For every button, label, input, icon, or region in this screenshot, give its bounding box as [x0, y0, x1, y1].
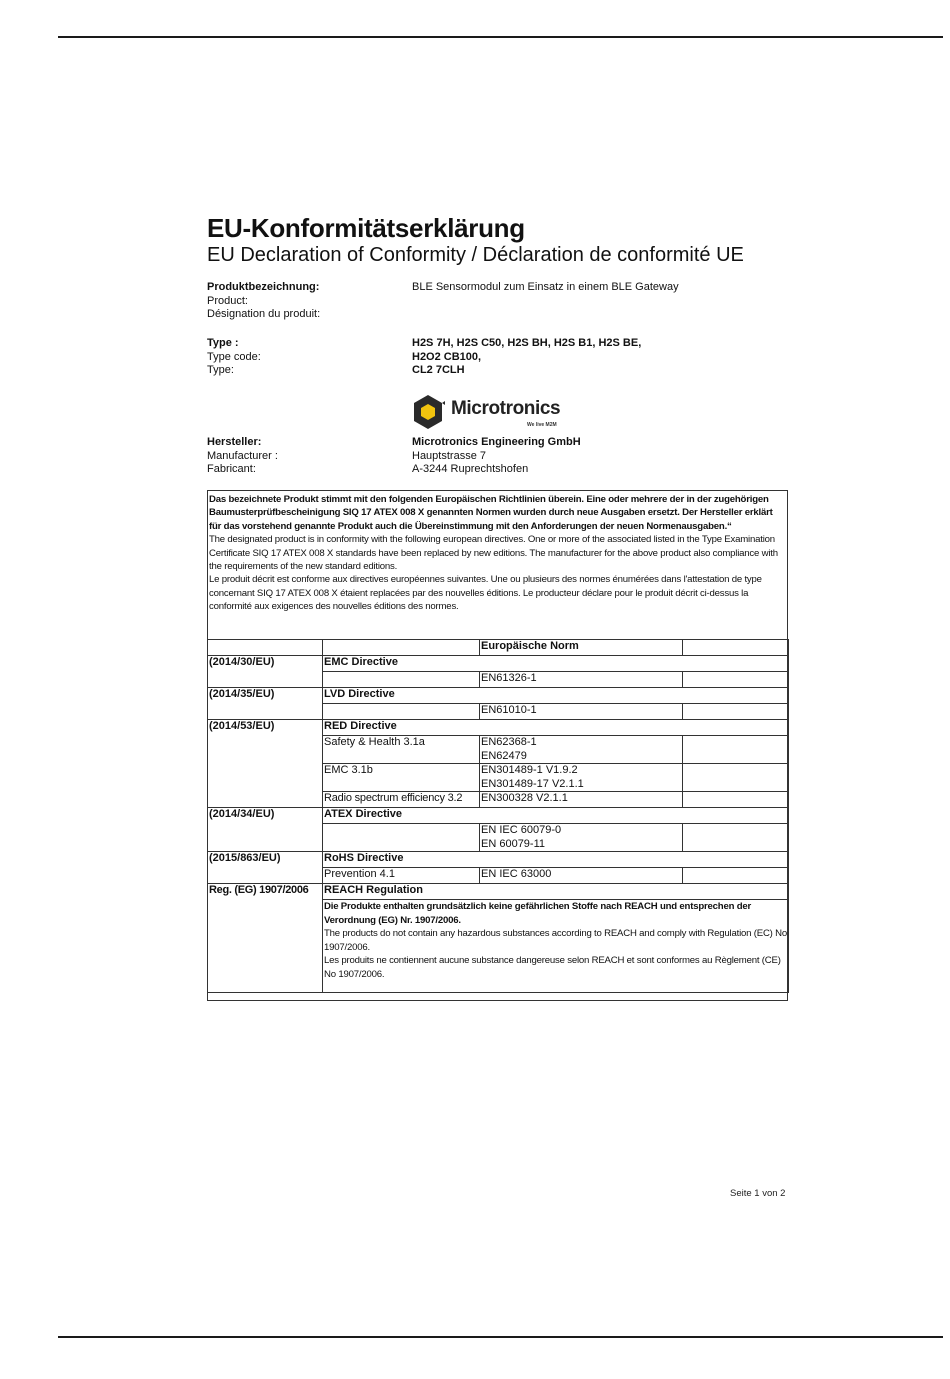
norm-line: EN 60079-11 [481, 837, 546, 850]
directive-ref: (2015/863/EU) [208, 852, 323, 868]
logo-tagline: We live M2M [527, 422, 557, 428]
manufacturer-name: Microtronics Engineering GmbH [412, 436, 581, 448]
type-label-en: Type code: [207, 350, 261, 363]
norm-cell: EN IEC 63000 [480, 868, 683, 884]
directive-ref: (2014/34/EU) [208, 808, 323, 824]
page-subtitle: EU Declaration of Conformity / Déclaration de conformité UE [207, 244, 744, 266]
statement-en: The designated product is in conformity with the following european directives. One or more of the associated listed in the Type Examination Certificate SIQ 17 ATEX 008 X standards have been replaced by new editions. The manufacturer for the above product also compliance with the requirements of the new standard editions. [209, 534, 778, 573]
norm-line: EN301489-1 V1.9.2 [481, 764, 578, 776]
directive-name: REACH Regulation [323, 884, 789, 900]
directive-ref: (2014/30/EU) [208, 656, 323, 672]
norm-line: EN IEC 60079-0 [481, 824, 562, 836]
sub-requirement: Prevention 4.1 [323, 868, 480, 884]
directive-name: RoHS Directive [323, 852, 789, 868]
header-norm: Europäische Norm [480, 640, 683, 656]
statement-de: Das bezeichnete Produkt stimmt mit den folgenden Europäischen Richtlinien überein. Eine oder mehrere der in der zugehörigen Baumusterprüfbescheinigung SIQ 17 ATEX 008 X genannten Normen wurden durch neue Ausgaben ersetzt. Der Hersteller erklärt für das vorstehend genannte Produkt auch die Übereinstimmung mit den Anforderungen der neuen Normenausgaben.“ [209, 494, 773, 532]
directive-name: ATEX Directive [323, 808, 789, 824]
manufacturer-city: A-3244 Ruprechtshofen [412, 463, 529, 475]
type-label-de: Type : [207, 337, 239, 349]
page-number: Seite 1 von 2 [730, 1188, 786, 1199]
table-row [208, 720, 789, 736]
directive-name: LVD Directive [323, 688, 789, 704]
table-row [208, 808, 789, 824]
top-rule [58, 36, 943, 38]
reach-fr: Les produits ne contiennent aucune substance dangereuse selon REACH et sont conformes au Règlement (CE) No 1907/2006. [324, 955, 781, 980]
table-row [208, 736, 789, 764]
table-row [208, 656, 789, 672]
page-title: EU-Konformitätserklärung [207, 213, 525, 243]
directive-ref: (2014/53/EU) [208, 720, 323, 736]
reach-en: The products do not contain any hazardous substances according to REACH and comply with Regulation (EC) No 1907/2006. [324, 928, 788, 953]
norm-cell: EN300328 V2.1.1 [480, 792, 683, 808]
table-row [208, 704, 789, 720]
norms-table [207, 639, 789, 993]
conformity-statement [209, 493, 787, 614]
type-value-line: CL2 7CLH [412, 364, 465, 376]
logo-wordmark: Microtronics [451, 398, 561, 419]
product-value: BLE Sensormodul zum Einsatz in einem BLE Gateway [412, 281, 679, 293]
norm-line: EN301489-17 V2.1.1 [481, 777, 584, 790]
hexagon-logo-icon [411, 394, 445, 430]
manufacturer-label-en: Manufacturer : [207, 449, 278, 462]
directive-name: EMC Directive [323, 656, 789, 672]
table-row [208, 884, 789, 900]
table-row [208, 824, 789, 852]
directive-ref: Reg. (EG) 1907/2006 [208, 884, 323, 900]
table-row [208, 852, 789, 868]
bottom-rule [58, 1336, 943, 1338]
directive-ref: (2014/35/EU) [208, 688, 323, 704]
manufacturer-label-fr: Fabricant: [207, 463, 256, 475]
table-row [208, 688, 789, 704]
manufacturer-label-de: Hersteller: [207, 436, 262, 448]
sub-requirement: EMC 3.1b [323, 764, 480, 792]
type-value-line: H2O2 CB100, [412, 350, 482, 363]
statement-fr: Le produit décrit est conforme aux directives européennes suivantes. Une ou plusieurs des normes énumérées dans l'attestation de type concernant SIQ 17 ATEX 008 X étaient replacées par des nouvelles éditions. Le producteur déclare pour le produit décrit ci-dessus la conformité aux exigences des nouvelles éditions des normes. [209, 574, 762, 613]
product-label-en: Product: [207, 294, 248, 307]
type-value-line: H2S 7H, H2S C50, H2S BH, H2S B1, H2S BE, [412, 337, 642, 349]
reach-statement [323, 900, 789, 993]
norm-cell: EN61010-1 [480, 704, 683, 720]
norm-line: EN62479 [481, 749, 527, 762]
table-row [208, 868, 789, 884]
table-row [208, 792, 789, 808]
directive-name: RED Directive [323, 720, 789, 736]
norm-cell: EN61326-1 [480, 672, 683, 688]
type-label-fr: Type: [207, 364, 234, 376]
product-label-de: Produktbezeichnung: [207, 281, 320, 293]
reach-de: Die Produkte enthalten grundsätzlich keine gefährlichen Stoffe nach REACH und entsprechen der Verordnung (EG) Nr. 1907/2006. [324, 901, 752, 926]
microtronics-logo [411, 394, 571, 430]
table-row [208, 764, 789, 792]
table-row [208, 900, 789, 993]
sub-requirement: Safety & Health 3.1a [323, 736, 480, 764]
table-header-row [208, 640, 789, 656]
table-row [208, 672, 789, 688]
manufacturer-street: Hauptstrasse 7 [412, 449, 486, 462]
norm-line: EN62368-1 [481, 736, 537, 748]
product-label-fr: Désignation du produit: [207, 308, 321, 320]
sub-requirement: Radio spectrum efficiency 3.2 [323, 792, 480, 808]
